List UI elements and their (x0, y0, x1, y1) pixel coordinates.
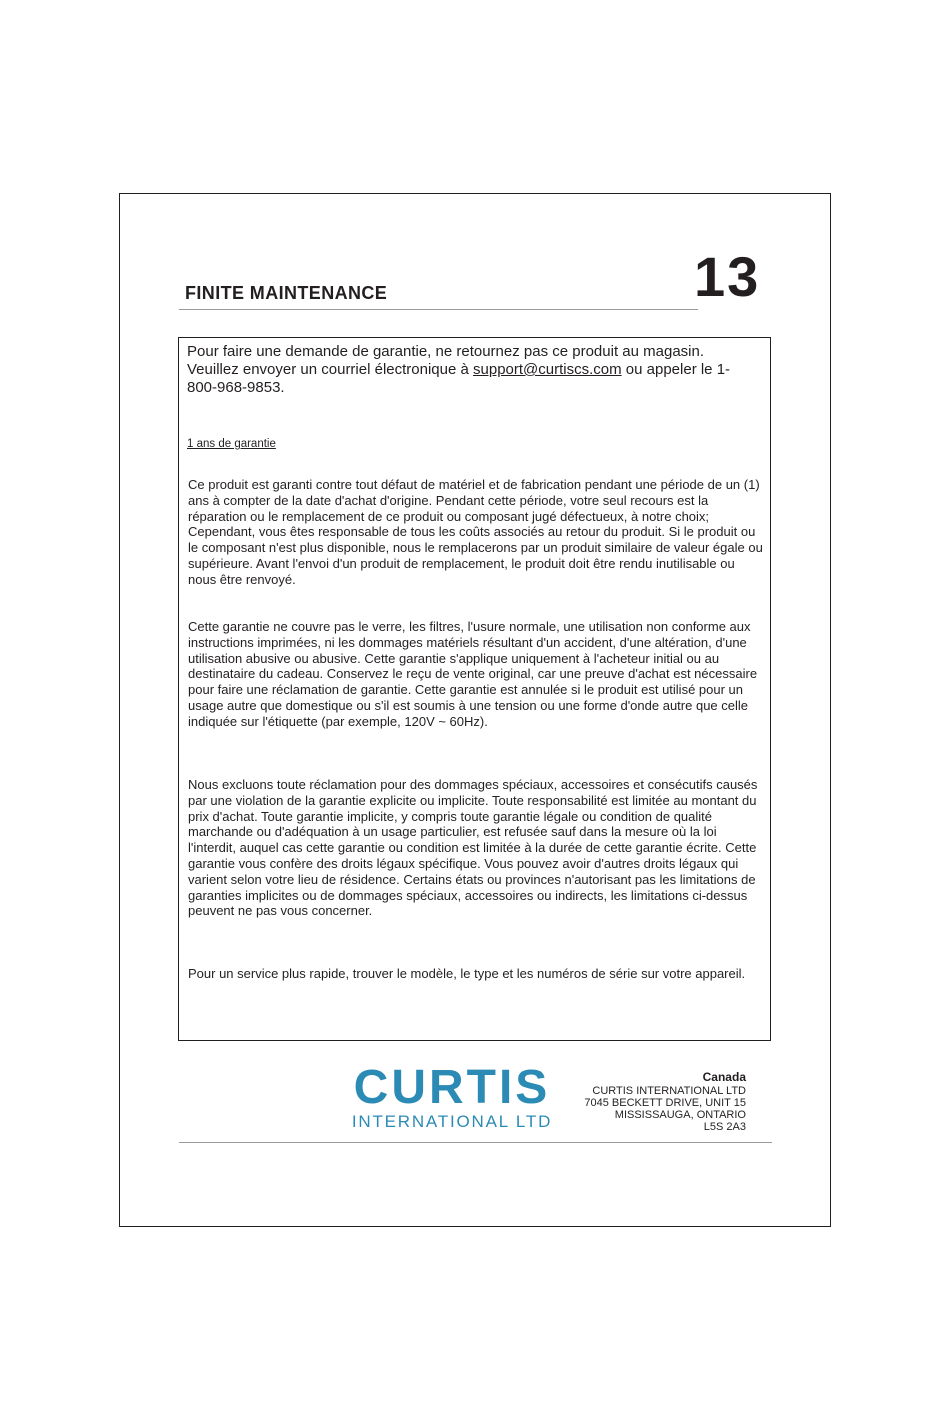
address-street: 7045 BECKETT DRIVE, UNIT 15 (584, 1097, 746, 1109)
support-email-link[interactable]: support@curtiscs.com (473, 361, 622, 378)
title-divider (179, 309, 698, 310)
footer-divider (179, 1142, 772, 1143)
page-number: 13 (694, 245, 761, 308)
address-country: Canada (702, 1070, 746, 1084)
claim-instructions-prefix: Veuillez envoyer un courriel électronique à (187, 361, 474, 378)
address-company: CURTIS INTERNATIONAL LTD (592, 1085, 746, 1097)
warranty-paragraph: Pour un service plus rapide, trouver le modèle, le type et les numéros de série sur votre appareil. (188, 966, 746, 981)
logo-subtitle: INTERNATIONAL LTD (351, 1112, 553, 1131)
company-address (530, 1070, 746, 1133)
claim-instructions (187, 343, 757, 397)
warranty-paragraph: Cette garantie ne couvre pas le verre, les filtres, l'usure normale, une utilisation non conforme aux instructions imprimées, ni les dommages matériels résultant d'un accident, d'une altération, d'une utilisation abusive ou abusive. Cette garantie s'applique uniquement à l'acheteur initial ou au destinataire du cadeau. Conservez le reçu de vente original, car une preuve d'achat est nécessaire pour faire une réclamation de garantie. Cette garantie est annulée si le produit est utilisé pour un usage autre que domestique ou s'il est soumis à une tension ou une forme d'onde autre que celle indiquée sur l'étiquette (par exemple, 120V ~ 60Hz). (188, 619, 758, 729)
curtis-logo (343, 1061, 561, 1131)
claim-instructions-line1: Pour faire une demande de garantie, ne retournez pas ce produit au magasin. (187, 343, 705, 360)
warranty-paragraph: Nous excluons toute réclamation pour des dommages spéciaux, accessoires et consécutifs causés par une violation de la garantie explicite ou implicite. Toute responsabilité est limitée au montant du prix d'achat. Toute garantie implicite, y compris toute garantie légale ou condition de qualité marchande ou d'adéquation à un usage particulier, est refusée sauf dans la mesure où la loi l'interdit, auquel cas cette garantie ou condition est limitée à la durée de cette garantie écrite. Cette garantie vous confère des droits légaux spécifique. Vous pouvez avoir d'autres droits légaux qui varient selon votre lieu de résidence. Certains états ou provinces n'autorisant pas les limitations de garanties implicites ou de dommages spéciaux, accessoires ou indirects, les limitations ci-dessus peuvent ne pas vous concerner. (188, 777, 758, 919)
logo-wordmark: CURTIS (353, 1061, 551, 1114)
warranty-heading: 1 ans de garantie (187, 438, 276, 450)
address-postal: L5S 2A3 (703, 1121, 746, 1133)
section-title: FINITE MAINTENANCE (185, 283, 388, 303)
warranty-paragraph: Ce produit est garanti contre tout défaut de matériel et de fabrication pendant une période de un (1) ans à compter de la date d'achat d'origine. Pendant cette période, votre seul recours est la réparation ou le remplacement de ce produit ou composant jugé défectueux, à notre choix; Cependant, vous êtes responsable de tous les coûts associés au retour du produit. Si le produit ou le composant n'est plus disponible, nous le remplacerons par un produit similaire de valeur égale ou supérieure. Avant l'envoi d'un produit de remplacement, le produit doit être rendu inutilisable ou nous être renvoyé. (188, 477, 763, 587)
claim-instructions-suffix: ou appeler le 1-800-968-9853. (187, 361, 731, 396)
address-city: MISSISSAUGA, ONTARIO (614, 1109, 746, 1121)
